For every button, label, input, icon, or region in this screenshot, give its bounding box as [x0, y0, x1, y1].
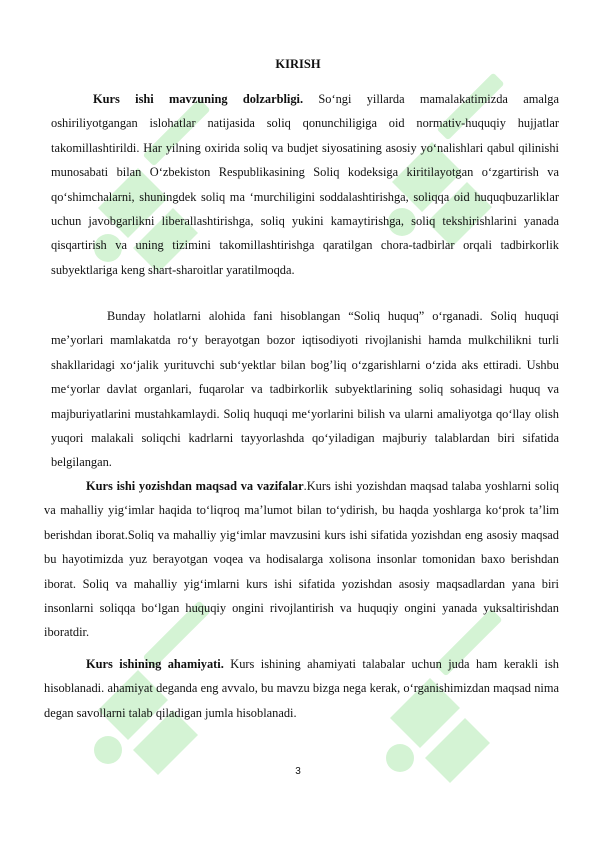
paragraph-heading: Kurs ishining ahamiyati. — [86, 657, 224, 671]
paragraph-text: Kurs ishining ahamiyati talabalar uchun juda ham kerakli ish hisoblanadi. ahamiyat deganda eng avvalo, bu mavzu bizga nega kerak, o‘rganishimizdan maqsad nima degan savollarni talab qiladigan jumla hisoblanadi. — [44, 657, 559, 720]
paragraph-text: .Kurs ishi yozishdan maqsad talaba yoshlarni soliq va mahalliy yig‘imlar haqida to‘liqroq ma’lumot bilan to‘ydirish, bu haqda yoshlarga ko‘prok ta’lim berishdan iborat.Soliq va mahalliy yig‘imlar mavzusini kurs ishi sifatida yozishdan eng asosiy maqsad bu hayotimizda yuz berayotgan voqea va hodisalarga xolisona insonlar tomonidan baxo berishdan iborat. Soliq va mahalliy yig‘imlarni kurs ishi sifatida yozishdan asosiy maqsadlardan yana biri insonlarni soliqqa bo‘lgan huquqiy ongini rivojlantirish va huquqiy ongini yanada yuksaltirishdan iboratdir. — [44, 479, 559, 640]
paragraph-importance — [44, 652, 559, 725]
paragraph-text: So‘ngi yillarda mamalakatimizda amalga oshiriliyotgangan islohatlar natijasida soliq qonunchiligiga oid normativ-huquqiy hujjatlar takomillashtirildi. Har yilning oxirida soliq va budjet siyosatining asosiy yo‘nalishlari qabul qilinishi munosabati bilan O‘zbekiston Respublikasining Soliq kodeksiga kiritilayotgan o‘zgartirish va qo‘shimchalarni, shuningdek soliq ma ‘murchiligini soddalashtirishga, soliqqa oid huquqbuzarliklar uchun javobgarlikni liberallashtirishga, soliq yukini kamaytirishga, soliq tekshirishlarini yanada qisqartirish va uning tizimini takomillashtirishga qaratilgan chora-tadbirlar orqali tadbirkorlik subyektlariga keng shart-sharoitlar yaratilmoqda. — [51, 92, 559, 277]
page-number: 3 — [295, 766, 301, 777]
paragraph-goals — [44, 474, 559, 645]
page-title: KIRISH — [275, 57, 321, 71]
paragraph-relevance — [51, 87, 559, 282]
paragraph-soliq-huquq — [51, 304, 559, 475]
paragraph-heading: Kurs ishi mavzuning dolzarbligi. — [93, 92, 304, 106]
paragraph-heading: Kurs ishi yozishdan maqsad va vazifalar — [86, 479, 304, 493]
paragraph-text: Bunday holatlarni alohida fani hisoblangan “Soliq huquq” o‘rganadi. Soliq huquqi me’yorlari mamlakatda ro‘y berayotgan bozor iqtisodiyoti rivojlanishi hamda mulkchilikni turli shakllaridagi xo‘jalik yurituvchi sub‘yektlar bilan bog’liq o‘zgarishlarni o‘zida aks ettiradi. Ushbu me‘yorlar davlat organlari, fuqarolar va tadbirkorlik subyektlarining soliq sohasidagi huquq va majburiyatlarini mustahkamlaydi. Soliq huquqi me‘yorlarini bilish va ularni amaliyotga qo‘llay olish yuqori malakali soliqchi kadrlarni tayyorlashda qo‘yiladigan majburiy talablardan biri sifatida belgilangan. — [51, 309, 559, 470]
